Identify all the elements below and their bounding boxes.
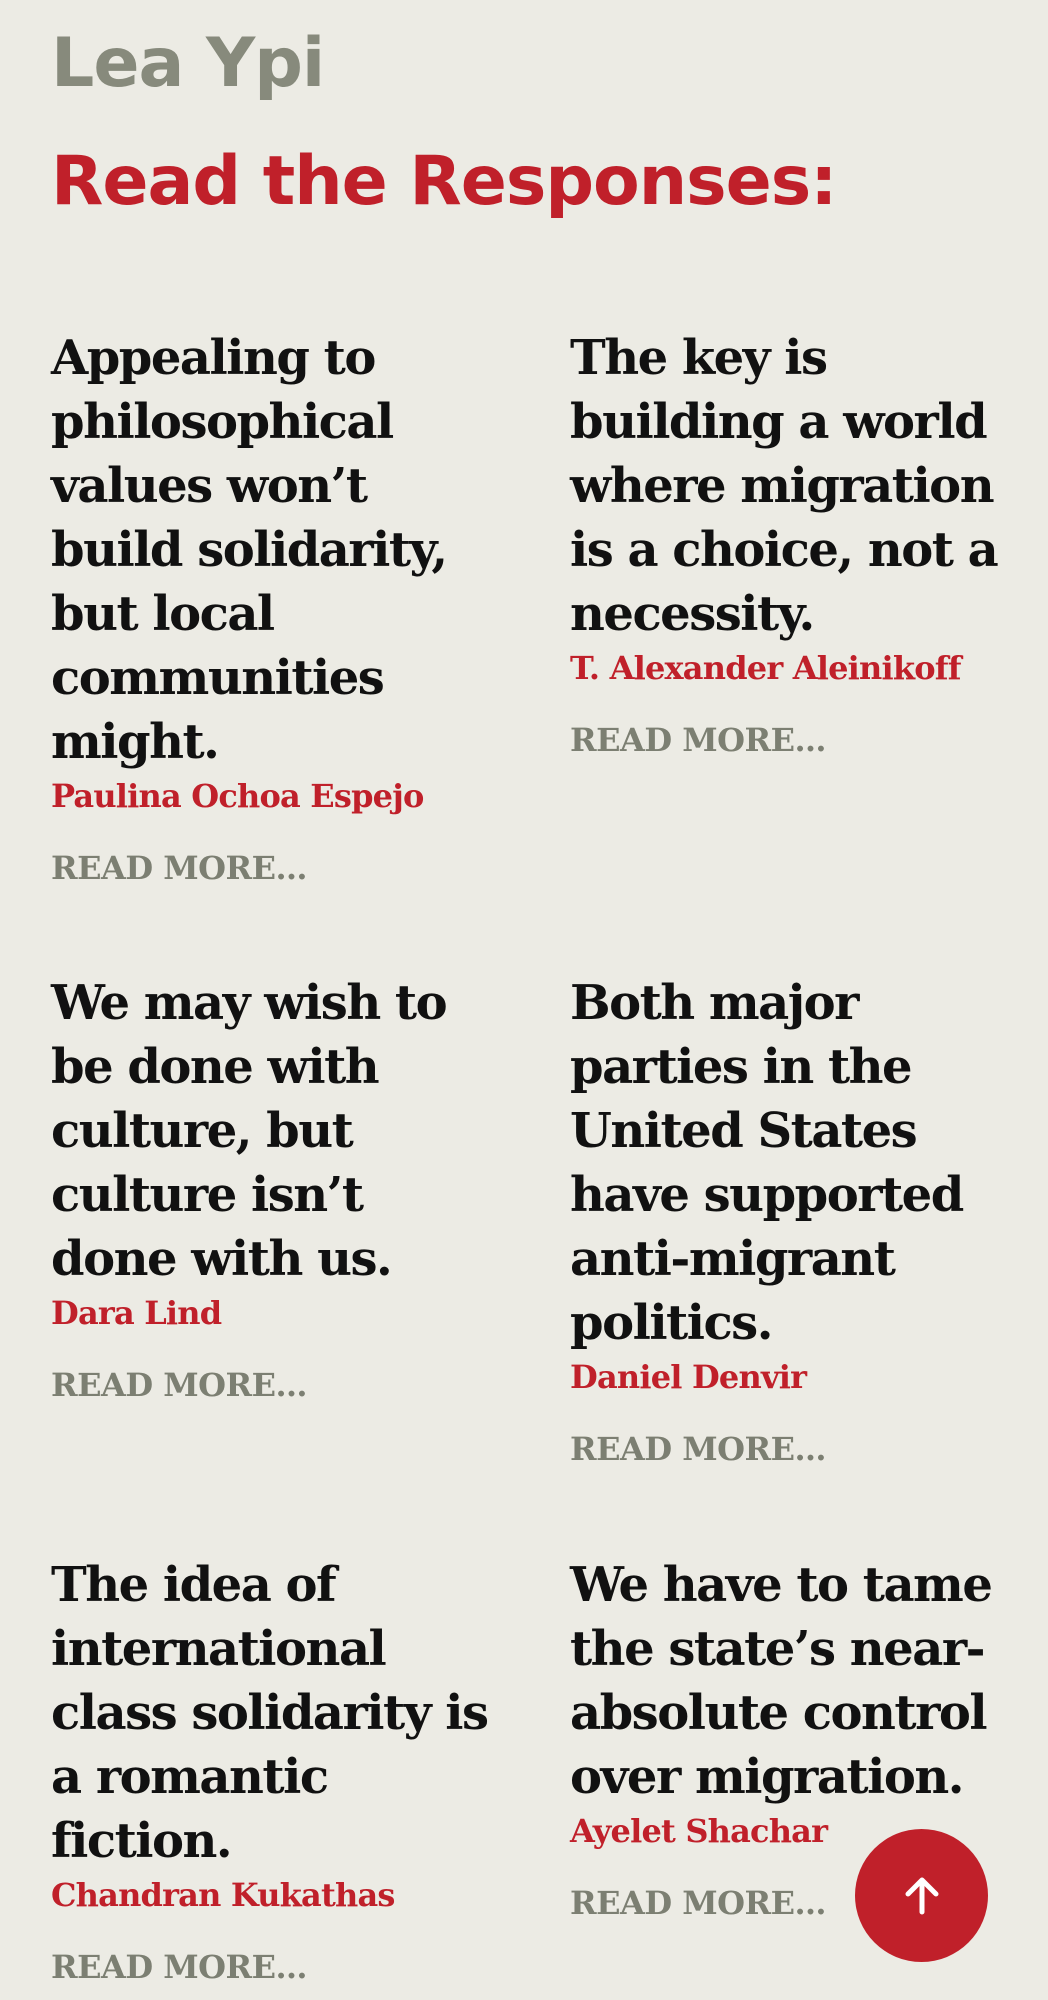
response-quote[interactable]: We have to tame the state’s near-absolute control over migration. <box>570 1557 992 1805</box>
response-author[interactable]: T. Alexander Aleinikoff <box>570 649 961 687</box>
read-more-link[interactable]: READ MORE… <box>51 849 307 887</box>
response-quote[interactable]: We may wish to be done with culture, but culture isn’t done with us. <box>51 975 447 1287</box>
read-more-link[interactable]: READ MORE… <box>570 721 826 759</box>
scroll-to-top-button[interactable] <box>855 1829 988 1962</box>
section-title: Read the Responses: <box>51 142 837 221</box>
arrow-up-icon <box>898 1872 946 1920</box>
read-more-link[interactable]: READ MORE… <box>51 1366 307 1404</box>
response-card <box>570 971 1010 1469</box>
read-more-link[interactable]: READ MORE… <box>51 1948 307 1986</box>
response-card <box>51 971 491 1405</box>
response-author[interactable]: Chandran Kukathas <box>51 1876 395 1914</box>
response-author[interactable]: Dara Lind <box>51 1294 222 1332</box>
response-card <box>51 1553 491 1987</box>
response-quote[interactable]: Both major parties in the United States have supported anti-migrant politics. <box>570 975 963 1351</box>
response-author[interactable]: Daniel Denvir <box>570 1358 807 1396</box>
response-quote[interactable]: The key is building a world where migration is a choice, not a necessity. <box>570 330 998 642</box>
response-card <box>51 326 491 888</box>
read-more-link[interactable]: READ MORE… <box>570 1884 826 1922</box>
response-quote[interactable]: The idea of international class solidarity is a romantic fiction. <box>51 1557 488 1869</box>
response-author[interactable]: Ayelet Shachar <box>570 1812 828 1850</box>
response-quote[interactable]: Appealing to philosophical values won’t build solidarity, but local communities might. <box>51 330 447 770</box>
response-card <box>570 326 1010 760</box>
author-name-heading: Lea Ypi <box>51 24 325 103</box>
read-more-link[interactable]: READ MORE… <box>570 1430 826 1468</box>
response-author[interactable]: Paulina Ochoa Espejo <box>51 777 424 815</box>
